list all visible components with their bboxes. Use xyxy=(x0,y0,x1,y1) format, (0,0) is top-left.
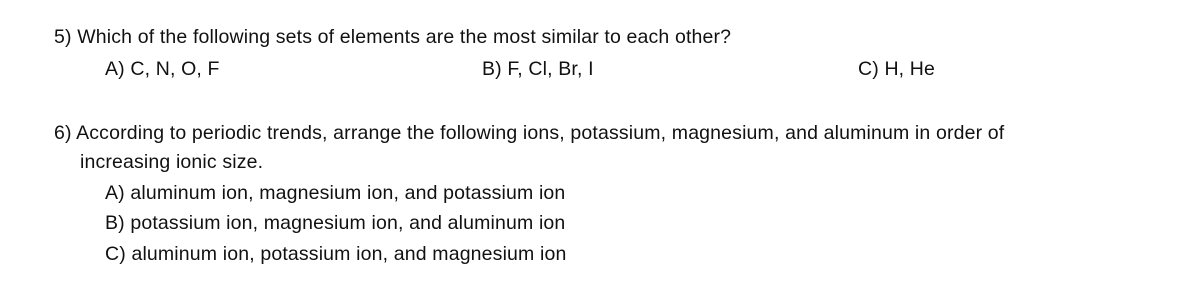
question-5-stem: 5) Which of the following sets of elements are the most similar to each other? xyxy=(54,26,732,48)
question-6-option-a: A) aluminum ion, magnesium ion, and potassium ion xyxy=(105,182,566,204)
question-6-stem-line-2: increasing ionic size. xyxy=(80,151,264,173)
question-5-option-b: B) F, Cl, Br, I xyxy=(482,58,594,80)
question-6-option-c: C) aluminum ion, potassium ion, and magnesium ion xyxy=(105,243,567,265)
question-6-stem-line-1: 6) According to periodic trends, arrange the following ions, potassium, magnesium, and aluminum in order of xyxy=(54,122,1005,144)
question-5-option-a: A) C, N, O, F xyxy=(105,58,220,80)
question-5-option-c: C) H, He xyxy=(858,58,936,80)
question-6-option-b: B) potassium ion, magnesium ion, and aluminum ion xyxy=(105,212,566,234)
